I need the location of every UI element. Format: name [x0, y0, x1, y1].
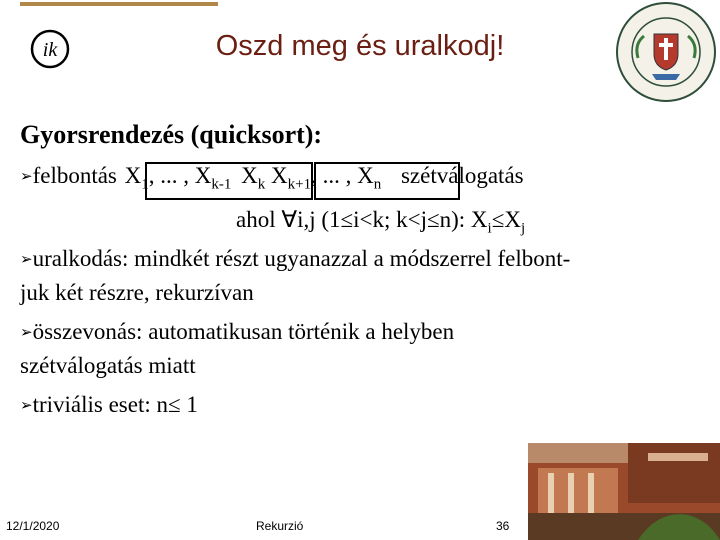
seq-left: $X_1$, ... , $X_{k-1}$	[124, 163, 232, 193]
trivialis-text: triviális eset: n≤ 1	[32, 392, 198, 417]
uralkodas-line-2: juk két részre, rekurzívan	[20, 280, 254, 305]
left-partition-box	[145, 162, 313, 200]
footer-title: Rekurzió	[256, 519, 304, 533]
ik-logo-icon	[29, 28, 71, 70]
heading: Gyorsrendezés (quicksort):	[20, 120, 323, 149]
osszevonas-line-2: szétválogatás miatt	[20, 353, 196, 378]
felbontas-after: szétválogatás	[400, 163, 524, 188]
slide-title: Oszd meg és uralkodj!	[215, 30, 505, 62]
top-accent-bar	[20, 2, 218, 6]
logo-text: ik	[42, 39, 58, 61]
right-partition-box	[314, 162, 460, 200]
felbontas-label: felbontás	[32, 163, 117, 188]
bullet-osszevonas	[20, 319, 454, 345]
arrow-bullet-icon: ➢	[20, 325, 33, 341]
arrow-bullet-icon: ➢	[20, 398, 33, 414]
osszevonas-text-1: összevonás: automatikusan történik a helyben	[32, 319, 455, 344]
university-seal-icon	[614, 0, 718, 104]
bullet-uralkodas	[20, 246, 570, 272]
building-photo	[528, 443, 720, 540]
uralkodas-text-1: uralkodás: mindkét részt ugyanazzal a módszerrel felbont-	[32, 246, 571, 271]
bullet-trivialis	[20, 392, 198, 418]
ahol-text: ahol ∀i,j (1≤i<k; k<j≤n): X	[236, 207, 488, 232]
page-number: 36	[496, 519, 510, 533]
seq-right: $X_k$ $X_{k+1}$, ... , $X_n$	[241, 163, 382, 193]
arrow-bullet-icon: ➢	[20, 169, 33, 185]
arrow-bullet-icon: ➢	[20, 252, 33, 268]
ahol-line: ahol ∀i,j (1≤i<k; k<j≤n): $X_i\le X_j$	[236, 207, 526, 237]
footer-date: 12/1/2020	[6, 519, 60, 533]
